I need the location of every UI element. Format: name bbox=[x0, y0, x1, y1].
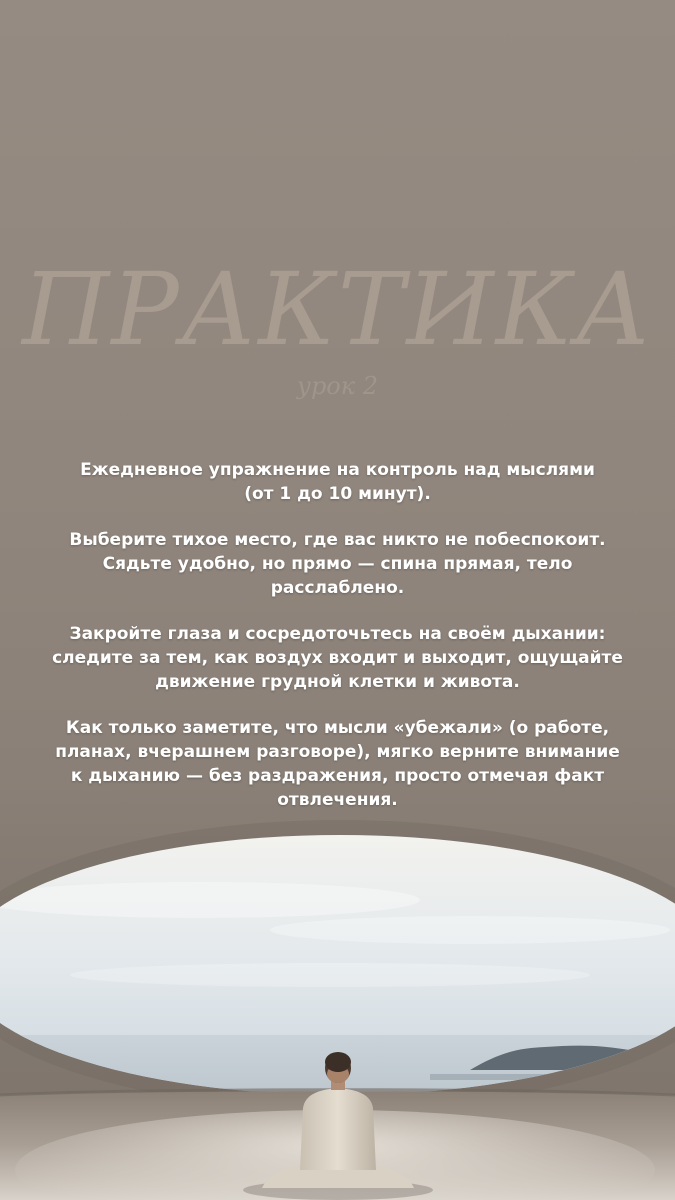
text-line: Ежедневное упражнение на контроль над мыслями bbox=[80, 460, 595, 480]
text-line: Сядьте удобно, но прямо — спина прямая, тело bbox=[102, 554, 573, 574]
text-line: движение грудной клетки и живота. bbox=[155, 672, 520, 692]
text-line: (от 1 до 10 минут). bbox=[244, 484, 431, 504]
paragraph-intro bbox=[30, 458, 645, 506]
text-line: расслаблено. bbox=[270, 578, 405, 598]
paragraph-refocus bbox=[30, 716, 645, 812]
text-line: планах, вчерашнем разговоре), мягко верните внимание bbox=[55, 742, 620, 762]
instructions-text bbox=[30, 458, 645, 834]
text-line: Выберите тихое место, где вас никто не побеспокоит. bbox=[69, 530, 606, 550]
text-line: Как только заметите, что мысли «убежали» (о работе, bbox=[65, 718, 610, 738]
paragraph-breathing bbox=[30, 622, 645, 694]
paragraph-place bbox=[30, 528, 645, 600]
text-line: к дыханию — без раздражения, просто отмечая факт bbox=[70, 766, 605, 786]
text-line: Закройте глаза и сосредоточьтесь на своём дыхании: bbox=[69, 624, 606, 644]
lesson-subtitle: урок 2 bbox=[297, 372, 378, 400]
page-title: ПРАКТИКА bbox=[22, 251, 653, 368]
text-line: отвлечения. bbox=[277, 790, 398, 810]
text-line: следите за тем, как воздух входит и выходит, ощущайте bbox=[52, 648, 623, 668]
